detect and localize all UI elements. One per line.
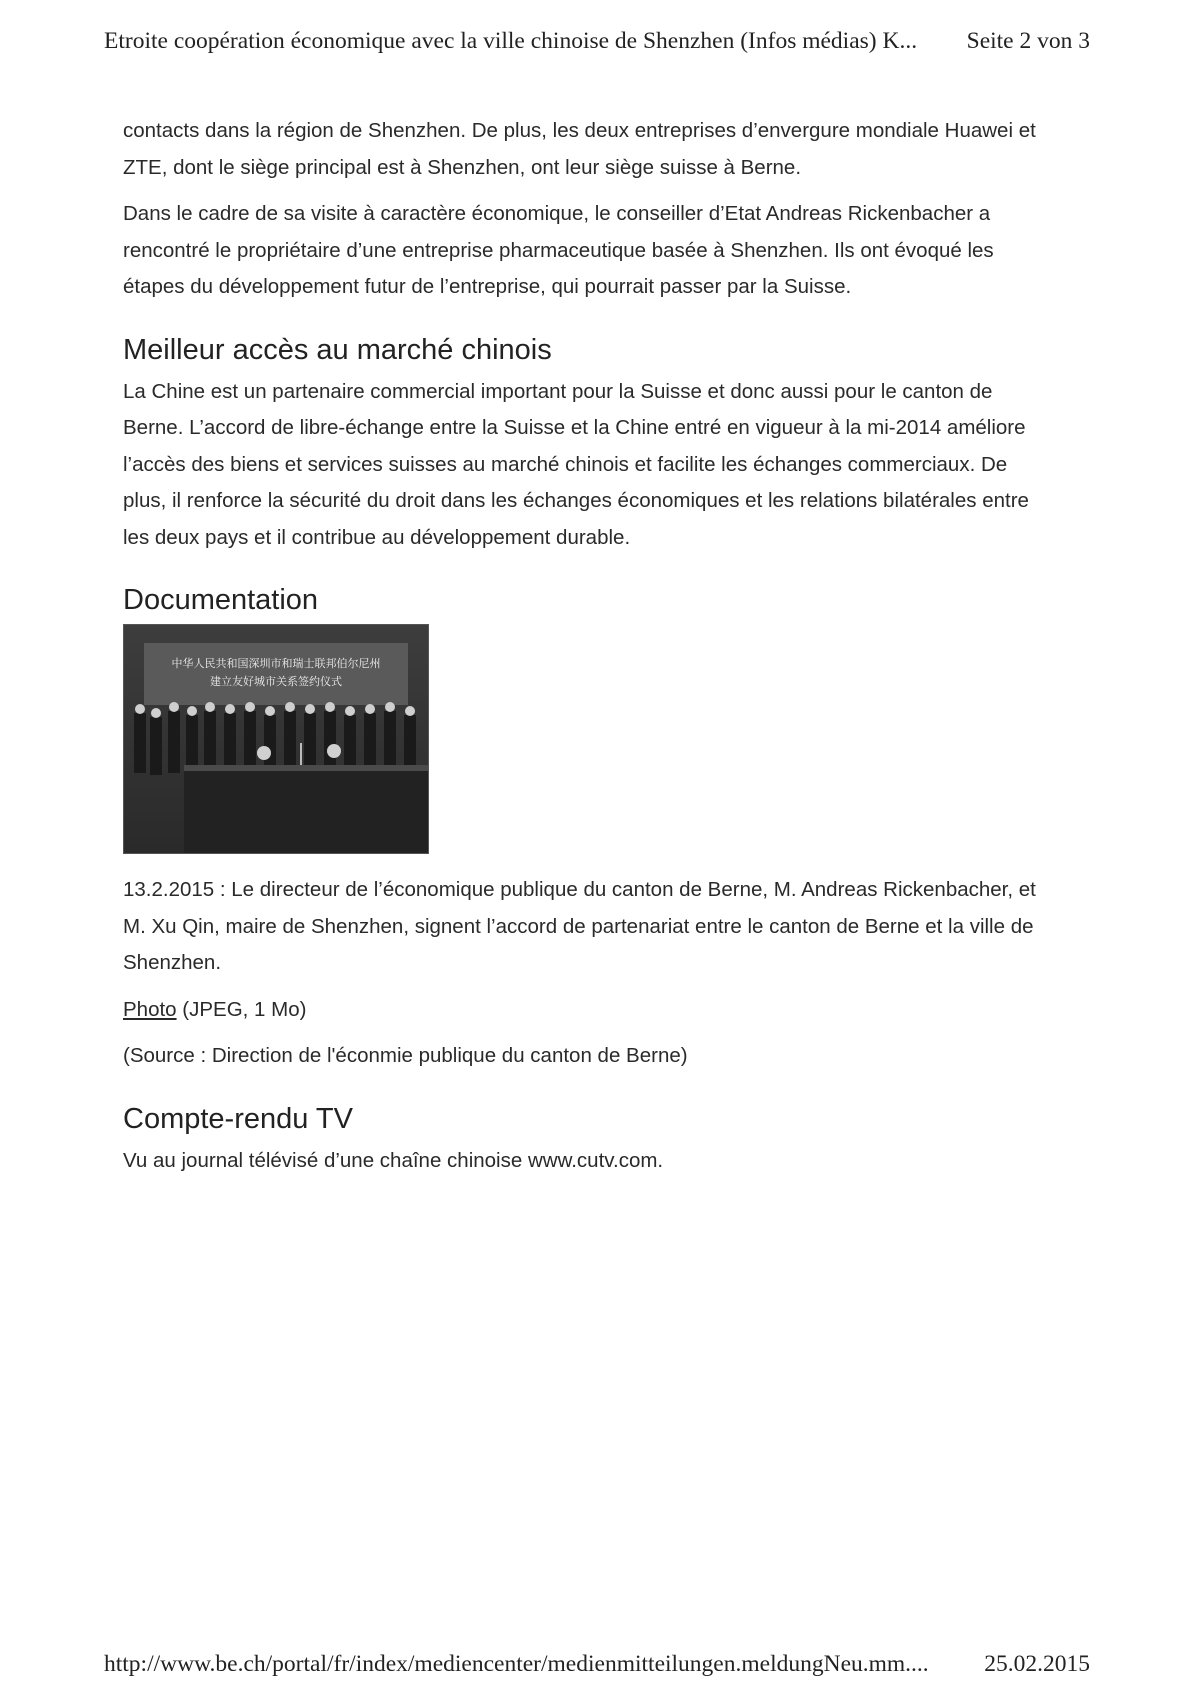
print-footer: [104, 1651, 1090, 1678]
paragraph-contacts: contacts dans la région de Shenzhen. De plus, les deux entreprises d’envergure mondiale Huawei et ZTE, dont le siège principal est à Shenzhen, ont leur siège suisse à Berne.: [123, 119, 1036, 179]
photo-source: (Source : Direction de l'éconmie publique du canton de Berne): [123, 1044, 688, 1067]
photo-download-link[interactable]: Photo: [123, 997, 177, 1021]
heading-tv-report: Compte-rendu TV: [123, 1102, 353, 1135]
heading-market-access: Meilleur accès au marché chinois: [123, 333, 552, 366]
photo-caption: 13.2.2015 : Le directeur de l’économique publique du canton de Berne, M. Andreas Rickenbacher, et M. Xu Qin, maire de Shenzhen, signent l’accord de partenariat entre le canton de Berne et la ville de Shenzhen.: [123, 878, 1036, 974]
paragraph-tv: Vu au journal télévisé d’une chaîne chinoise www.cutv.com.: [123, 1148, 664, 1172]
print-header-title: Etroite coopération économique avec la ville chinoise de Shenzhen (Infos médias) K...: [104, 28, 918, 54]
article-body: [123, 113, 1053, 1189]
photo-banner-line-2: 建立友好城市关系签约仪式: [210, 675, 342, 688]
paragraph-visit: Dans le cadre de sa visite à caractère économique, le conseiller d’Etat Andreas Rickenbacher a rencontré le propriétaire d’une entreprise pharmaceutique basée à Shenzhen. Ils ont évoqué les étapes du développement futur de l’entreprise, qui pourrait passer par la Suisse.: [123, 202, 994, 298]
paragraph-market: La Chine est un partenaire commercial important pour la Suisse et donc aussi pour le canton de Berne. L’accord de libre-échange entre la Suisse et la Chine entré en vigueur à la mi-2014 améliore l’accès des biens et services suisses au marché chinois et facilite les échanges commerciaux. De plus, il renforce la sécurité du droit dans les échanges économiques et les relations bilatérales entre les deux pays et il contribue au développement durable.: [123, 379, 1029, 549]
photo-banner-line-1: 中华人民共和国深圳市和瑞士联邦伯尔尼州: [171, 657, 381, 670]
photo-download-line: [123, 992, 1053, 1029]
heading-documentation: Documentation: [123, 584, 319, 616]
print-header: [104, 28, 1090, 55]
signing-ceremony-photo: [123, 624, 429, 854]
print-footer-url: http://www.be.ch/portal/fr/index/mediencenter/medienmitteilungen.meldungNeu.mm....: [104, 1651, 929, 1677]
photo-file-info: (JPEG, 1 Mo): [176, 997, 307, 1021]
print-page-number: Seite 2 von 3: [966, 28, 1090, 54]
print-footer-date: 25.02.2015: [984, 1651, 1090, 1677]
